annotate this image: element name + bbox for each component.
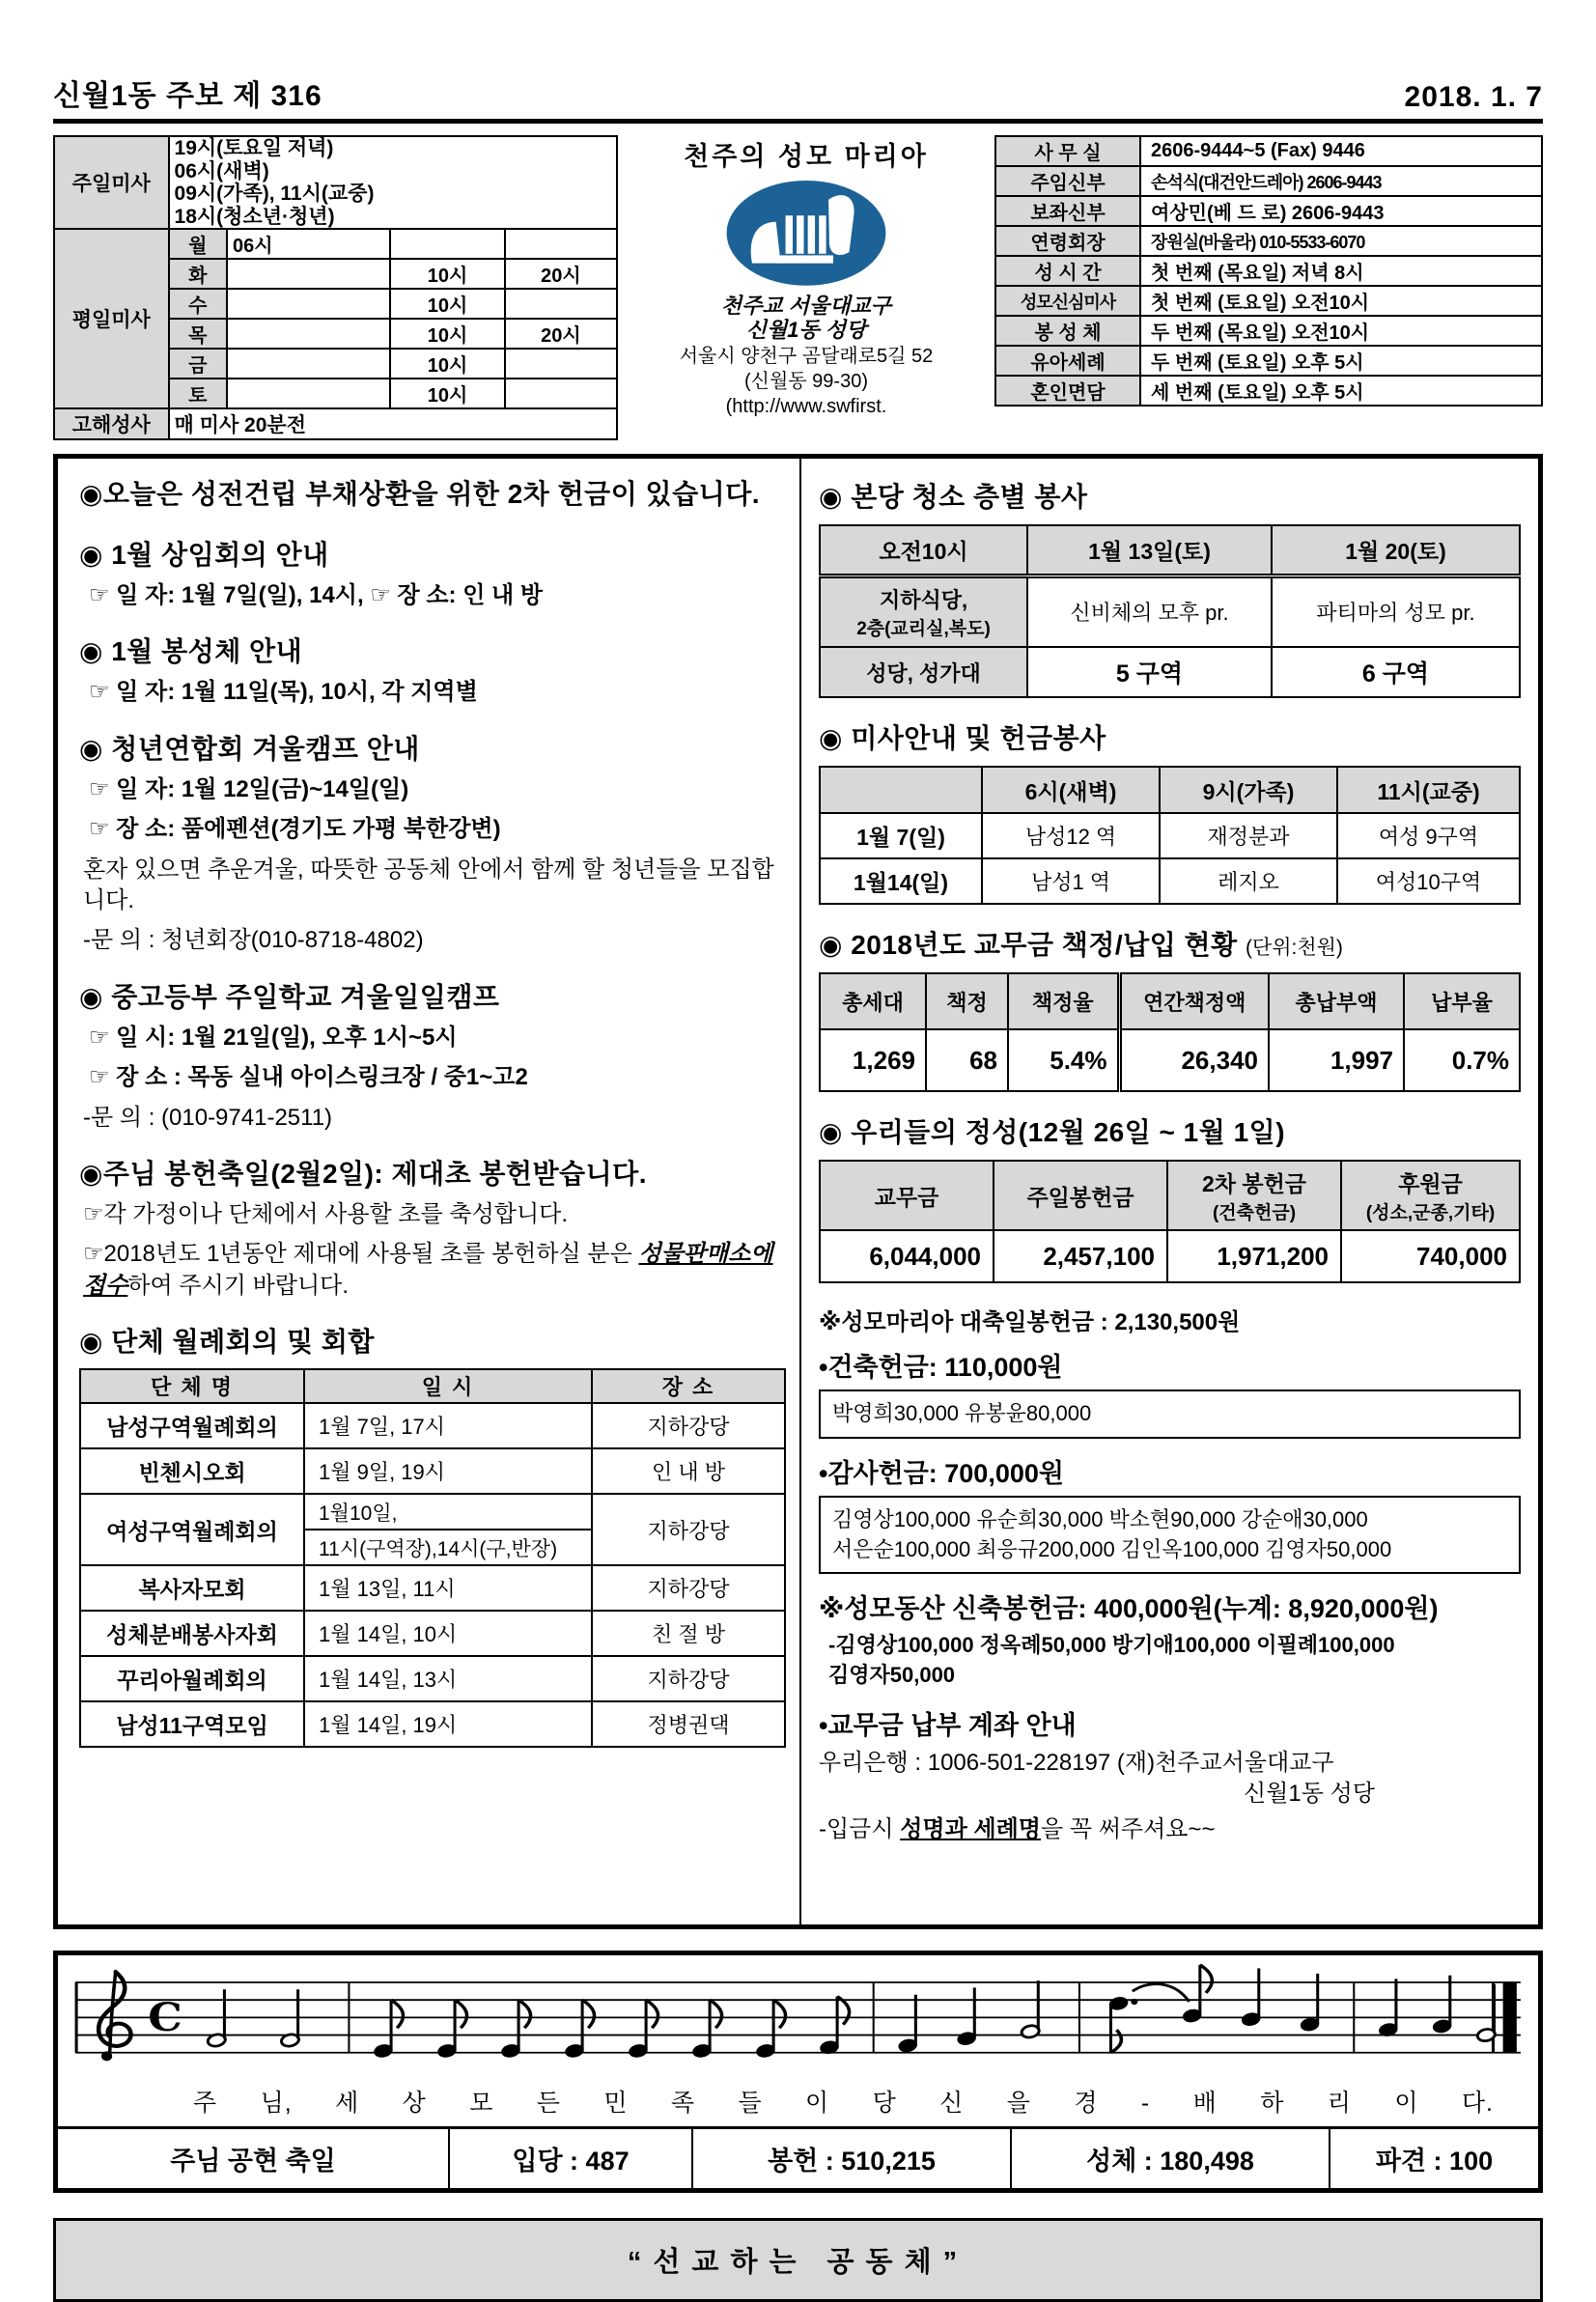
recessional-hymn-stat: 파견 : 100 bbox=[1329, 2129, 1538, 2188]
column-header bbox=[1341, 1161, 1520, 1230]
day-cell: 토 bbox=[169, 379, 227, 408]
service-date: 1월14(일) bbox=[820, 858, 982, 904]
weekday-mass-label: 평일미사 bbox=[54, 229, 169, 408]
time-cell bbox=[505, 289, 617, 319]
announcements-column bbox=[58, 459, 799, 1924]
assigned-group: 신비체의 모후 pr. bbox=[1027, 576, 1272, 647]
assigned-group: 파티마의 성모 pr. bbox=[1272, 576, 1520, 647]
section-title: ◉ 미사안내 및 헌금봉사 bbox=[819, 723, 1106, 754]
column-header: 연간책정액 bbox=[1119, 973, 1269, 1029]
contact-row bbox=[995, 346, 1542, 376]
announcement-section bbox=[79, 1157, 786, 1302]
slogan-band bbox=[53, 2218, 1543, 2302]
account-number-line: 우리은행 : 1006-501-228197 (재)천주교서울대교구 bbox=[819, 1750, 1334, 1777]
section-line: ☞ 일 시: 1월 21일(일), 오후 1시~5시 bbox=[89, 1024, 458, 1051]
section-line: ☞각 가정이나 단체에서 사용할 초를 축성합니다. bbox=[83, 1200, 569, 1227]
contact-row bbox=[995, 166, 1542, 196]
confession-row bbox=[54, 408, 617, 439]
service-group: 레지오 bbox=[1160, 858, 1337, 904]
table-row bbox=[820, 576, 1520, 647]
contact-label: 주임신부 bbox=[995, 166, 1140, 196]
group-name: 여성구역월례회의 bbox=[80, 1494, 304, 1565]
contact-label: 혼인면담 bbox=[995, 376, 1140, 406]
hymn-lyrics: 주 님, 세 상 모 든 민 족 들 이 당 신 을 경 - 배 하 리 이 다. bbox=[193, 2090, 1494, 2118]
contact-label: 성 시 간 bbox=[995, 256, 1140, 286]
top-info-row bbox=[53, 135, 1543, 440]
weekday-mass-row bbox=[54, 229, 617, 259]
time-cell: 10시 bbox=[390, 379, 505, 408]
contact-label: 사 무 실 bbox=[995, 136, 1140, 166]
section-title: ◉ 단체 월례회의 및 회합 bbox=[79, 1327, 375, 1358]
contact-value: 손석식(대건안드레아) 2606-9443 bbox=[1140, 166, 1542, 196]
donor-line: 김영자50,000 bbox=[828, 1663, 956, 1688]
column-header: 총세대 bbox=[820, 973, 926, 1029]
time-cell: 10시 bbox=[390, 259, 505, 289]
contact-label: 연령회장 bbox=[995, 226, 1140, 256]
reports-column bbox=[799, 459, 1538, 1924]
time-cell: 10시 bbox=[390, 289, 505, 319]
header-line: 2차 봉헌금 bbox=[1201, 1171, 1307, 1197]
parish-calligraphy: 신월1동 성당 bbox=[745, 318, 867, 343]
contact-row bbox=[995, 286, 1542, 316]
meeting-place: 지하강당 bbox=[592, 1656, 785, 1701]
mary-feast-offering-note: ※성모마리아 대축일봉헌금 : 2,130,500원 bbox=[819, 1309, 1241, 1336]
feast-name: 주님 공현 축일 bbox=[170, 2147, 336, 2176]
column-header: 교무금 bbox=[820, 1161, 994, 1230]
meeting-time: 1월 13일, 11시 bbox=[304, 1565, 592, 1611]
table-row bbox=[820, 647, 1520, 697]
service-group: 여성 9구역 bbox=[1337, 813, 1520, 858]
sunday-mass-row bbox=[54, 136, 617, 229]
donor-line: -김영상100,000 정옥례50,000 방기애100,000 이필례100,000 bbox=[828, 1633, 1395, 1658]
thanks-donor-list bbox=[819, 1496, 1521, 1575]
time-cell: 06시 bbox=[227, 229, 390, 259]
dues-value: 5.4% bbox=[1008, 1029, 1119, 1091]
hymn-box bbox=[53, 1951, 1543, 2193]
header-line: (성소,군종,기타) bbox=[1365, 1203, 1496, 1224]
table-row bbox=[820, 858, 1520, 904]
meeting-place: 지하강당 bbox=[592, 1565, 785, 1611]
dues-value: 1,269 bbox=[820, 1029, 926, 1091]
meeting-time: 1월 14일, 10시 bbox=[304, 1611, 592, 1656]
time-cell bbox=[390, 229, 505, 259]
church-title: 천주의 성모 마리아 bbox=[684, 142, 929, 171]
time-cell bbox=[227, 379, 390, 408]
main-content-box bbox=[53, 454, 1543, 1929]
dues-value: 1,997 bbox=[1269, 1029, 1404, 1091]
meeting-place: 지하강당 bbox=[592, 1494, 785, 1565]
meeting-time: 1월 14일, 19시 bbox=[304, 1701, 592, 1747]
column-header: 책정율 bbox=[1008, 973, 1119, 1029]
contact-table bbox=[994, 135, 1543, 407]
emphasized-text: 성물판매소에 접수 bbox=[83, 1241, 773, 1299]
day-cell: 화 bbox=[169, 259, 227, 289]
section-title: ◉ 우리들의 정성(12월 26일 ~ 1월 1일) bbox=[819, 1117, 1286, 1148]
sunday-mass-times bbox=[169, 136, 617, 229]
service-group: 재정분과 bbox=[1160, 813, 1337, 858]
issue-date: 2018. 1. 7 bbox=[1404, 81, 1543, 113]
column-header: 1월 13일(토) bbox=[1027, 525, 1272, 576]
section-line: -문 의 : (010-9741-2511) bbox=[83, 1104, 333, 1131]
cleaning-table bbox=[819, 524, 1521, 698]
announcement-section bbox=[79, 538, 786, 611]
table-row bbox=[820, 1029, 1520, 1091]
table-row bbox=[80, 1494, 785, 1530]
announcement-section bbox=[79, 980, 786, 1134]
time-cell bbox=[505, 229, 617, 259]
sunday-time: 19시(토요일 저녁) bbox=[174, 137, 334, 159]
time-cell: 10시 bbox=[390, 319, 505, 349]
contact-value: 세 번째 (토요일) 오후 5시 bbox=[1140, 376, 1542, 406]
music-staff-wrap bbox=[58, 1955, 1538, 2084]
communion-hymn-stat: 성체 : 180,498 bbox=[1010, 2129, 1329, 2188]
column-header: 1월 20(토) bbox=[1272, 525, 1520, 576]
account-name-line: 신월1동 성당 bbox=[1244, 1781, 1375, 1808]
group-name: 성체분배봉사자회 bbox=[80, 1611, 304, 1656]
title-text: ◉ 2018년도 교무금 책정/납입 현황 bbox=[819, 930, 1238, 961]
contact-label: 보좌신부 bbox=[995, 196, 1140, 226]
offering-value: 6,044,000 bbox=[820, 1230, 994, 1282]
unit-note: (단위:천원) bbox=[1245, 937, 1343, 960]
time-cell bbox=[505, 349, 617, 379]
meeting-place: 지하강당 bbox=[592, 1403, 785, 1448]
service-date: 1월 7(일) bbox=[820, 813, 982, 858]
dues-value: 68 bbox=[926, 1029, 1008, 1091]
service-group: 남성12 역 bbox=[982, 813, 1160, 858]
time-cell: 20시 bbox=[505, 319, 617, 349]
meeting-place: 인 내 방 bbox=[592, 1448, 785, 1494]
meeting-time: 11시(구역장),14시(구,반장) bbox=[304, 1530, 592, 1565]
dues-value: 0.7% bbox=[1404, 1029, 1520, 1091]
time-cell bbox=[227, 289, 390, 319]
section-line: ☞ 일 자: 1월 7일(일), 14시, ☞ 장 소: 인 내 방 bbox=[89, 582, 544, 609]
meeting-time: 1월 14일, 13시 bbox=[304, 1656, 592, 1701]
emphasized-text: 성명과 세례명 bbox=[900, 1815, 1041, 1842]
meetings-section bbox=[79, 1325, 786, 1748]
table-header-row bbox=[820, 767, 1520, 813]
mass-stats-row bbox=[58, 2126, 1538, 2188]
website-line: (http://www.swfirst. bbox=[725, 396, 887, 418]
meeting-place: 정병권댁 bbox=[592, 1701, 785, 1747]
account-notice-line bbox=[819, 1814, 1521, 1845]
section-line: 혼자 있으면 추운겨울, 따뜻한 공동체 안에서 함께 할 청년들을 모집합니다. bbox=[83, 856, 774, 914]
sunday-time: 09시(가족), 11시(교중) bbox=[174, 182, 375, 206]
church-identity bbox=[618, 135, 994, 419]
building-donor-list: 박영희30,000 유봉윤80,000 bbox=[819, 1390, 1521, 1439]
section-title: ◉ 중고등부 주일학교 겨울일일캠프 bbox=[79, 981, 500, 1012]
contact-label: 유아세례 bbox=[995, 346, 1140, 376]
line-text: -입금시 bbox=[819, 1815, 901, 1842]
garden-donor-list bbox=[819, 1631, 1521, 1691]
section-line bbox=[79, 1239, 786, 1302]
lead-announcement: ◉오늘은 성전건립 부채상환을 위한 2차 헌금이 있습니다. bbox=[79, 479, 761, 510]
donor-line: 김영상100,000 유순희30,000 박소현90,000 강순애30,000 bbox=[832, 1506, 1368, 1531]
mass-service-table bbox=[819, 766, 1521, 905]
section-title bbox=[819, 924, 1521, 963]
confession-value: 매 미사 20분전 bbox=[169, 408, 617, 439]
table-row bbox=[80, 1656, 785, 1701]
line-text: 을 꼭 써주셔요~~ bbox=[1041, 1815, 1216, 1842]
time-cell bbox=[227, 319, 390, 349]
contact-row bbox=[995, 316, 1542, 346]
contact-value: 2606-9444~5 (Fax) 9446 bbox=[1140, 136, 1542, 166]
offering-table bbox=[819, 1160, 1521, 1283]
assigned-group: 5 구역 bbox=[1027, 647, 1272, 697]
contact-row bbox=[995, 196, 1542, 226]
section-title: ◉ 본당 청소 층별 봉사 bbox=[819, 482, 1088, 513]
day-cell: 수 bbox=[169, 289, 227, 319]
meeting-time: 1월 7일, 17시 bbox=[304, 1403, 592, 1448]
contact-value: 두 번째 (목요일) 오전10시 bbox=[1140, 316, 1542, 346]
column-header: 납부율 bbox=[1404, 973, 1520, 1029]
contact-value: 첫 번째 (목요일) 저녁 8시 bbox=[1140, 256, 1542, 286]
parish-logo-icon bbox=[718, 176, 894, 294]
group-name: 남성11구역모임 bbox=[80, 1701, 304, 1747]
offering-value: 2,457,100 bbox=[994, 1230, 1167, 1282]
line-text: ☞2018년도 1년동안 제대에 사용될 초를 봉헌하실 분은 bbox=[83, 1241, 639, 1268]
group-name: 빈첸시오회 bbox=[80, 1448, 304, 1494]
donor-line: 서은순100,000 최응규200,000 김인옥100,000 김영자50,000 bbox=[832, 1536, 1392, 1561]
contact-value: 장원실(바울라) 010-5533-6070 bbox=[1140, 226, 1542, 256]
account-info-title: •교무금 납부 계좌 안내 bbox=[819, 1711, 1077, 1741]
column-header bbox=[1167, 1161, 1341, 1230]
building-offering-title: •건축헌금: 110,000원 bbox=[819, 1353, 1063, 1383]
address-line: (신월동 99-30) bbox=[744, 370, 868, 392]
diocese-calligraphy: 천주교 서울대교구 bbox=[720, 294, 892, 318]
time-cell: 10시 bbox=[390, 349, 505, 379]
music-notation bbox=[70, 1963, 1526, 2079]
sunday-mass-label: 주일미사 bbox=[54, 136, 169, 229]
area-line: 2층(교리실,복도) bbox=[856, 618, 991, 639]
section-title: ◉ 1월 봉성체 안내 bbox=[79, 636, 303, 667]
day-cell: 목 bbox=[169, 319, 227, 349]
table-header-row bbox=[80, 1369, 785, 1403]
sunday-time: 18시(청소년·청년) bbox=[174, 205, 335, 228]
mary-garden-offering-note: ※성모동산 신축봉헌금: 400,000원(누계: 8,920,000원) bbox=[819, 1594, 1439, 1624]
column-header: 단 체 명 bbox=[80, 1369, 304, 1403]
contact-label: 성모신심미사 bbox=[995, 286, 1140, 316]
service-group: 여성10구역 bbox=[1337, 858, 1520, 904]
meeting-place: 친 절 방 bbox=[592, 1611, 785, 1656]
area-line: 지하식당, bbox=[879, 587, 968, 612]
table-row bbox=[80, 1565, 785, 1611]
confession-label: 고해성사 bbox=[54, 408, 169, 439]
time-cell bbox=[505, 379, 617, 408]
svg-text:C: C bbox=[148, 1994, 182, 2040]
offering-value: 1,971,200 bbox=[1167, 1230, 1341, 1282]
column-header: 11시(교중) bbox=[1337, 767, 1520, 813]
column-header: 9시(가족) bbox=[1160, 767, 1337, 813]
column-header: 책정 bbox=[926, 973, 1008, 1029]
time-cell: 20시 bbox=[505, 259, 617, 289]
header-line: 후원금 bbox=[1398, 1171, 1463, 1197]
group-name: 꾸리아월례회의 bbox=[80, 1656, 304, 1701]
section-line: ☞ 장 소: 품에펜션(경기도 가평 북한강변) bbox=[89, 816, 501, 843]
contact-row bbox=[995, 226, 1542, 256]
mass-schedule-table bbox=[53, 135, 618, 440]
assigned-group: 6 구역 bbox=[1272, 647, 1520, 697]
time-cell bbox=[227, 259, 390, 289]
contact-value: 두 번째 (토요일) 오후 5시 bbox=[1140, 346, 1542, 376]
contact-value: 첫 번째 (토요일) 오전10시 bbox=[1140, 286, 1542, 316]
column-header: 총납부액 bbox=[1269, 973, 1404, 1029]
table-row bbox=[820, 1230, 1520, 1282]
masthead bbox=[53, 0, 1543, 124]
section-line: ☞ 일 자: 1월 11일(목), 10시, 각 지역별 bbox=[89, 679, 478, 706]
section-title: ◉ 청년연합회 겨울캠프 안내 bbox=[79, 733, 420, 764]
contact-row bbox=[995, 376, 1542, 406]
table-row bbox=[80, 1448, 785, 1494]
bulletin-title: 신월1동 주보 제 316 bbox=[53, 80, 322, 112]
section-title: ◉ 1월 상임회의 안내 bbox=[79, 540, 329, 571]
dues-value: 26,340 bbox=[1119, 1029, 1269, 1091]
announcement-section bbox=[79, 732, 786, 957]
column-header: 주일봉헌금 bbox=[994, 1161, 1167, 1230]
day-cell: 금 bbox=[169, 349, 227, 379]
contact-label: 봉 성 체 bbox=[995, 316, 1140, 346]
column-header: 6시(새벽) bbox=[982, 767, 1160, 813]
contact-value: 여상민(베 드 로) 2606-9443 bbox=[1140, 196, 1542, 226]
column-header: 오전10시 bbox=[820, 525, 1027, 576]
table-row bbox=[80, 1403, 785, 1448]
announcement-section bbox=[79, 634, 786, 708]
parish-slogan: “선교하는 공동체” bbox=[627, 2247, 969, 2279]
section-title: ◉주님 봉헌축일(2월2일): 제대초 봉헌받습니다. bbox=[79, 1158, 647, 1189]
column-header: 장 소 bbox=[592, 1369, 785, 1403]
header-line: (건축헌금) bbox=[1212, 1203, 1297, 1224]
column-header: 일 시 bbox=[304, 1369, 592, 1403]
contact-row bbox=[995, 136, 1542, 166]
sunday-time: 06시(새벽) bbox=[174, 159, 269, 182]
day-cell: 월 bbox=[169, 229, 227, 259]
table-row bbox=[820, 813, 1520, 858]
group-name: 복사자모회 bbox=[80, 1565, 304, 1611]
meetings-table bbox=[79, 1368, 786, 1748]
dues-table bbox=[819, 972, 1521, 1092]
address-line: 서울시 양천구 곰달래로5길 52 bbox=[679, 345, 934, 367]
area-label bbox=[820, 576, 1027, 647]
line-text: 하여 주시기 바랍니다. bbox=[127, 1272, 350, 1299]
section-line: -문 의 : 청년회장(010-8718-4802) bbox=[83, 927, 424, 954]
section-line: ☞ 장 소 : 목동 실내 아이스링크장 / 중1~고2 bbox=[89, 1064, 528, 1091]
section-line: ☞ 일 자: 1월 12일(금)~14일(일) bbox=[89, 775, 409, 802]
table-row bbox=[80, 1701, 785, 1747]
table-header-row bbox=[820, 973, 1520, 1029]
contact-row bbox=[995, 256, 1542, 286]
thanks-offering-title: •감사헌금: 700,000원 bbox=[819, 1458, 1064, 1488]
entrance-hymn-stat: 입당 : 487 bbox=[448, 2129, 691, 2188]
table-header-row bbox=[820, 1161, 1520, 1230]
diagonal-cell bbox=[820, 767, 982, 813]
service-group: 남성1 역 bbox=[982, 858, 1160, 904]
offering-value: 740,000 bbox=[1341, 1230, 1520, 1282]
meeting-time: 1월 9일, 19시 bbox=[304, 1448, 592, 1494]
group-name: 남성구역월례회의 bbox=[80, 1403, 304, 1448]
area-label: 성당, 성가대 bbox=[820, 647, 1027, 697]
table-row bbox=[80, 1611, 785, 1656]
meeting-time: 1월10일, bbox=[304, 1494, 592, 1530]
table-header-row bbox=[820, 525, 1520, 576]
offertory-hymn-stat: 봉헌 : 510,215 bbox=[691, 2129, 1010, 2188]
time-cell bbox=[227, 349, 390, 379]
